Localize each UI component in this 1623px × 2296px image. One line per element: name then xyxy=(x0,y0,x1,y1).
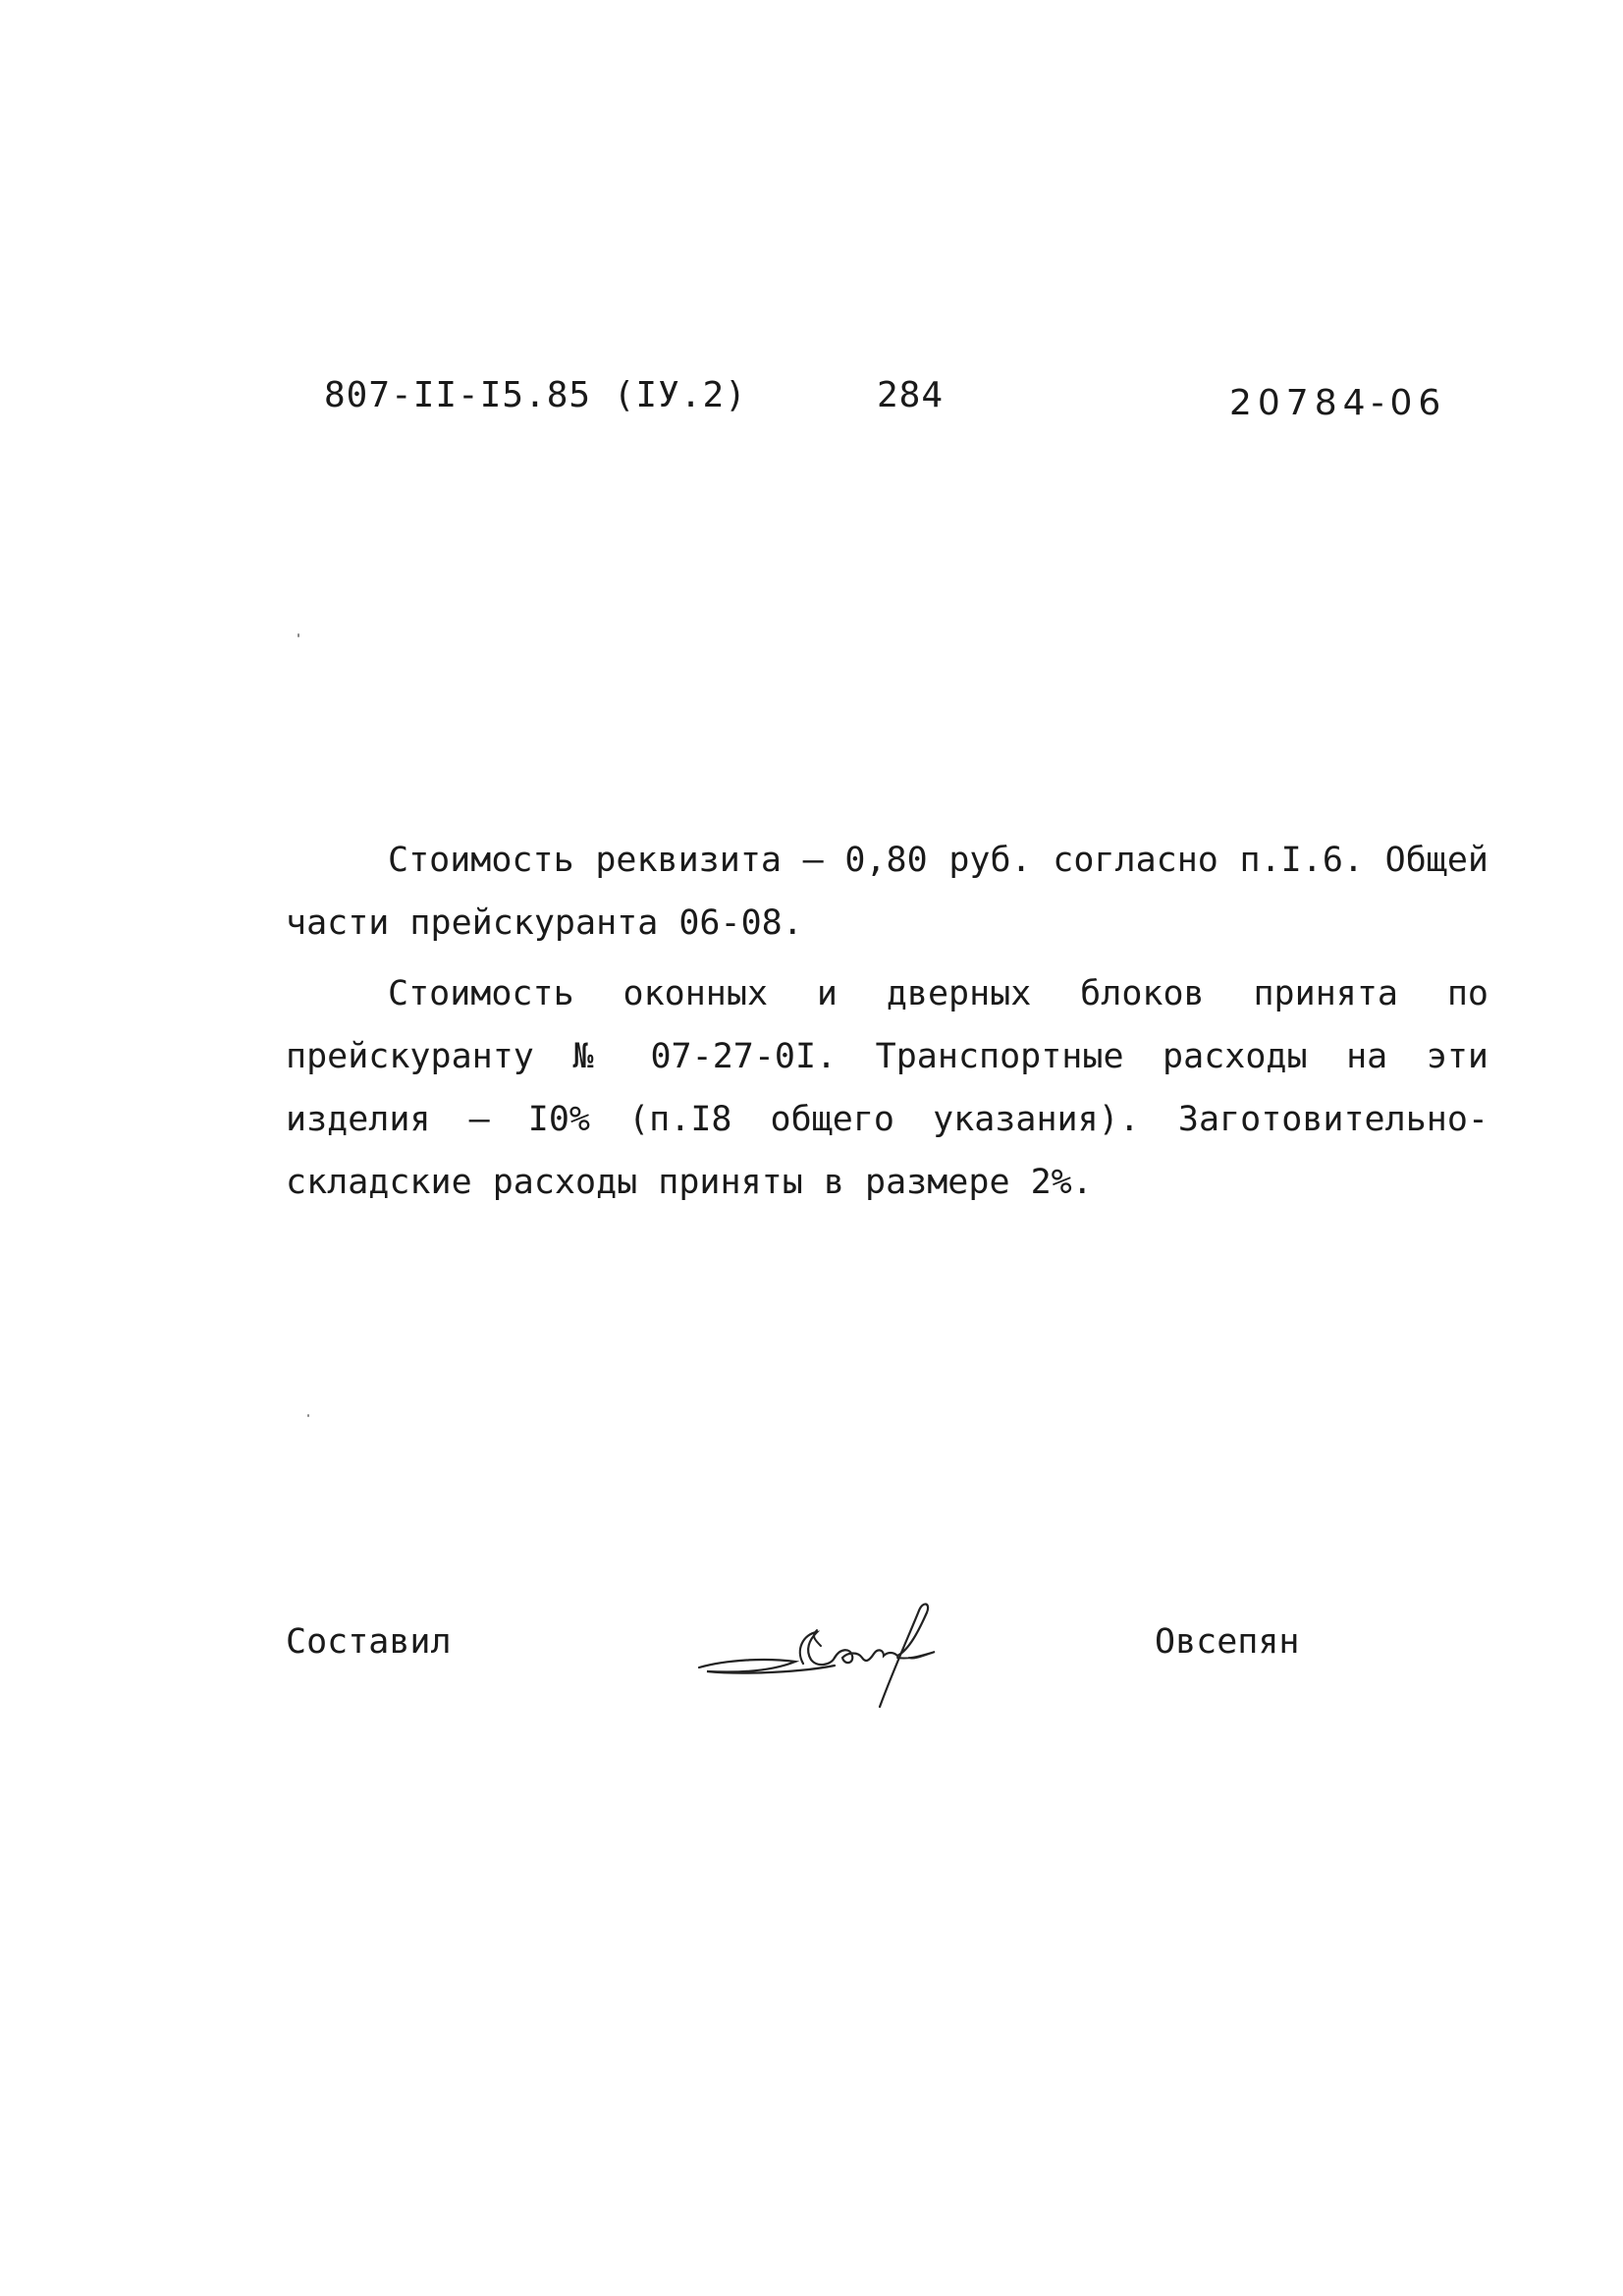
page-number: 284 xyxy=(877,375,945,415)
archive-number: 20784-06 xyxy=(1229,383,1447,423)
handwritten-signature xyxy=(687,1591,982,1719)
paragraph-blocks-cost xyxy=(286,962,1488,1214)
document-code: 807-II-I5.85 (IУ.2) xyxy=(324,375,747,415)
composed-by-label: Составил xyxy=(286,1622,452,1662)
scan-speck xyxy=(307,1414,309,1417)
signer-name: Овсепян xyxy=(1155,1622,1300,1662)
paragraph-text: Стоимость реквизита – 0,80 руб. согласно п.I.6. Общей части прейскуранта 06-08. xyxy=(286,841,1488,943)
scan-speck xyxy=(298,633,299,637)
paragraph-requisite-cost xyxy=(286,829,1488,955)
paragraph-text: Стоимость оконных и дверных блоков принята по прейскуранту № 07-27-0I. Транспортные расходы на эти изделия – I0% (п.I8 общего указания). Заготовительно-складские расходы приняты в размере 2%. xyxy=(286,974,1488,1202)
